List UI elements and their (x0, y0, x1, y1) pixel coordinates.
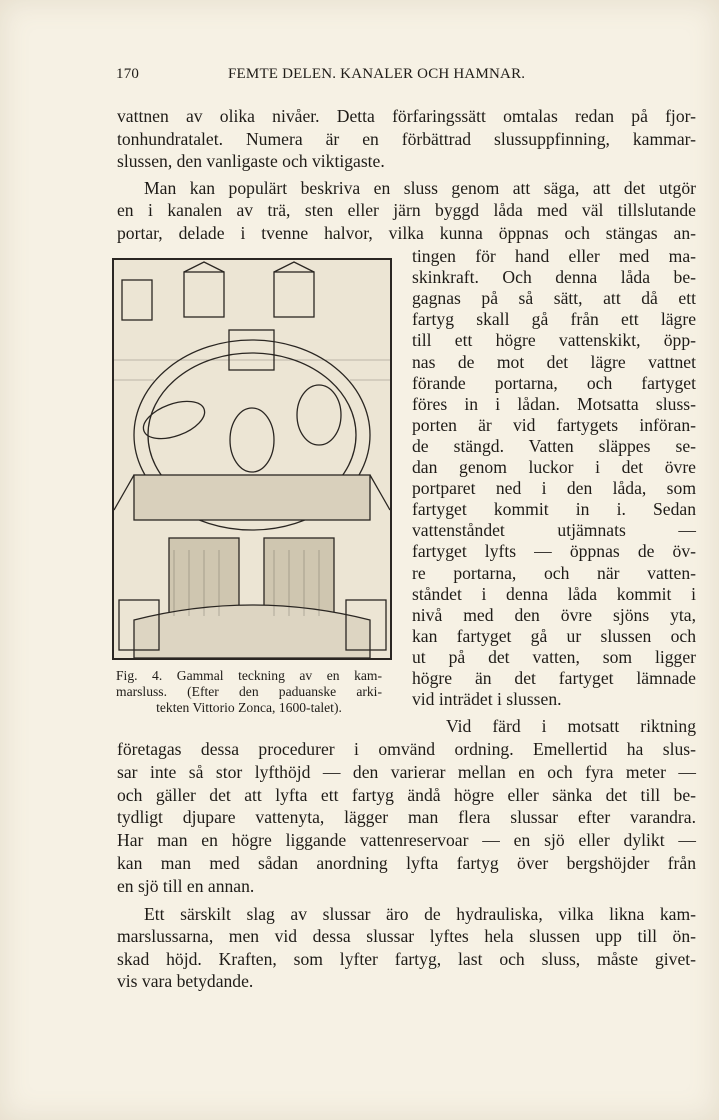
text-line: en i kanalen av trä, sten eller järn byggd låda med väl tillslutande (117, 200, 696, 220)
text-line: en sjö till en annan. (117, 875, 255, 896)
text-line: portparet ned i den låda, som (412, 478, 696, 499)
text-line: Man kan populärt beskriva en sluss genom att säga, att det utgör (144, 178, 696, 198)
text-line: Har man en högre liggande vattenreservoar — en sjö eller dylikt — (117, 830, 696, 851)
text-line: fartyget lyfts — öppnas de öv- (412, 541, 696, 562)
text-line: vis vara betydande. (117, 971, 254, 992)
text-line: Ett särskilt slag av slussar äro de hydrauliska, vilka likna kam- (144, 904, 696, 924)
text-line: ståndet i denna låda kommit i (412, 583, 696, 604)
text-line: företagas dessa procedurer i omvänd ordning. Emellertid ha slus- (117, 739, 696, 759)
caption-line: Fig. 4. Gammal teckning av en kam- (116, 668, 382, 683)
figure-lock-illustration (112, 258, 392, 660)
text-line: Vid färd i motsatt riktning (446, 716, 696, 736)
caption-line: marsluss. (Efter den paduanske arki- (116, 684, 382, 699)
text-line: tonhundratalet. Numera är en förbättrad slussuppfinning, kammar- (117, 129, 696, 149)
text-line: sar inte så stor lyfthöjd — den varierar mellan en och fyra meter — (117, 761, 696, 782)
text-line: nas de mot det lägre vattnet (412, 351, 696, 372)
text-line: högre än det fartyget lämnade (412, 668, 696, 688)
page-number: 170 (116, 66, 140, 82)
text-line: marslussarna, men vid dessa slussar lyftes hela slussen upp till ön- (117, 926, 696, 947)
text-line: till ett högre vattenskikt, öpp- (412, 330, 696, 351)
text-line: ut på det vatten, som ligger (412, 646, 696, 667)
text-line: vattenståndet utjämnats — (412, 520, 696, 541)
text-line: skinkraft. Och denna låda be- (412, 267, 696, 288)
text-line: kan man med sådan anordning lyfta fartyg över bergshöjder från (117, 853, 696, 873)
chamber-lock-engraving (114, 260, 390, 658)
text-line: vattnen av olika nivåer. Detta förfaringssätt omtalas redan på fjor- (117, 106, 696, 126)
running-title: FEMTE DELEN. KANALER OCH HAMNAR. (228, 66, 526, 82)
text-line: fartyg skall gå från ett lägre (412, 309, 696, 330)
text-line: de stängd. Vatten släppes se- (412, 435, 696, 456)
text-line: kan fartyget gå ur slussen och (412, 625, 696, 646)
text-line: re portarna, och när vatten- (412, 562, 696, 583)
text-line: nivå med den övre sjöns yta, (412, 604, 696, 625)
text-line: och gäller det att lyfta ett fartyg ändå högre eller sänka det till be- (117, 784, 696, 805)
caption-line: tekten Vittorio Zonca, 1600-talet). (156, 700, 342, 715)
text-line: fartyget kommit in i. Sedan (412, 499, 696, 520)
text-line: förande portarna, och fartyget (412, 372, 696, 393)
text-line: föres in i lådan. Motsatta sluss- (412, 393, 696, 414)
text-line: slussen, den vanligaste och viktigaste. (117, 151, 385, 171)
text-line: dan genom luckor i det övre (412, 457, 696, 477)
text-line: gagnas på så sätt, att då ett (412, 288, 696, 309)
text-line: skad höjd. Kraften, som lyfter fartyg, last och sluss, måste givet- (117, 948, 696, 969)
text-line: tingen för hand eller med ma- (412, 246, 696, 266)
text-line: tydligt djupare vattenyta, lägger man flera slussar efter varandra. (117, 807, 696, 828)
text-line: portar, delade i tvenne halvor, vilka kunna öppnas och stängas an- (117, 223, 696, 243)
text-line: vid inträdet i slussen. (412, 689, 562, 710)
text-line: porten är vid fartygets införan- (412, 414, 696, 435)
